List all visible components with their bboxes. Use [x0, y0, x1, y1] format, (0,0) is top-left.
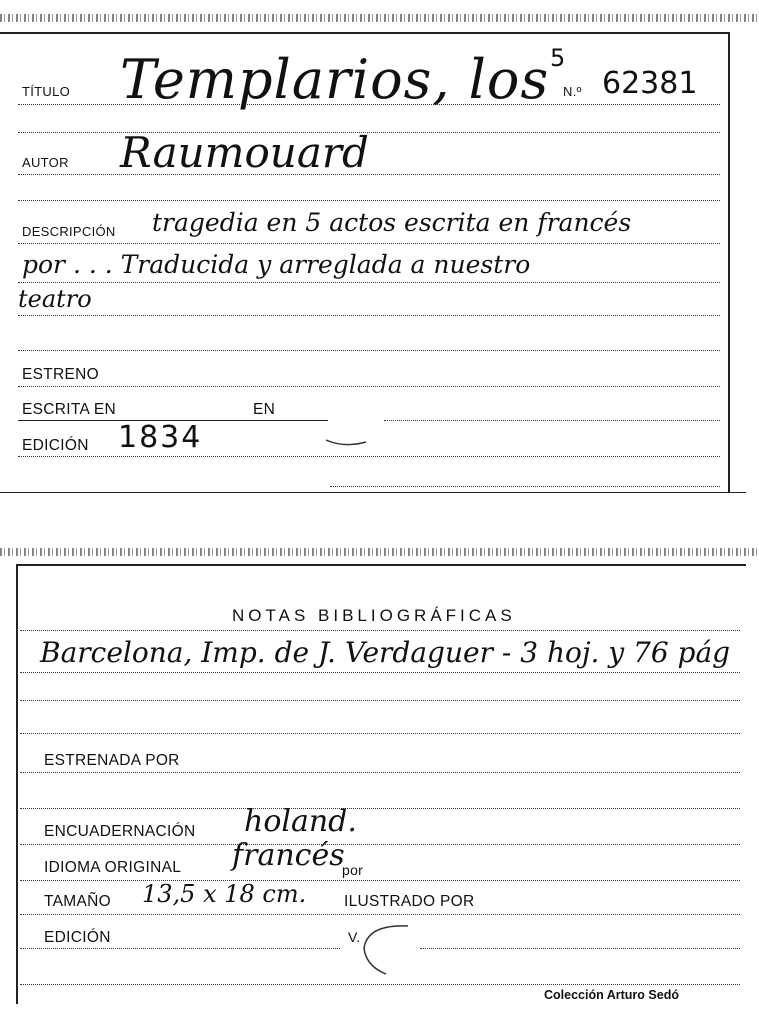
ruled-line — [20, 948, 340, 949]
tamano-label: TAMAÑO — [44, 893, 111, 910]
v-label: V. — [348, 929, 361, 945]
numero-label: N.º — [563, 84, 582, 99]
ruled-line — [20, 844, 740, 845]
footer-collection: Colección Arturo Sedó — [544, 988, 679, 1002]
ruled-line — [420, 948, 740, 949]
notas-value: Barcelona, Imp. de J. Verdaguer - 3 hoj. y 76 pág — [40, 636, 731, 669]
ruled-line — [20, 772, 740, 773]
ruled-line — [20, 808, 740, 809]
numero-value: 62381 — [602, 66, 698, 101]
edicion-label: EDICIÓN — [22, 437, 89, 454]
edicion-back-label: EDICIÓN — [44, 929, 111, 946]
ruled-line — [18, 243, 720, 244]
encuadernacion-value: holand. — [244, 804, 357, 839]
escrita-en-label: ESCRITA EN — [22, 401, 117, 418]
ruled-line — [18, 174, 720, 175]
ilustrado-label: ILUSTRADO POR — [344, 893, 475, 910]
notas-heading: NOTAS BIBLIOGRÁFICAS — [232, 606, 516, 625]
numero-extra: 5 — [550, 44, 566, 72]
ruled-line — [20, 984, 740, 985]
card-border — [728, 32, 730, 492]
ruled-line — [20, 733, 740, 734]
autor-value: Raumouard — [120, 128, 369, 177]
stamp-mark — [356, 918, 416, 976]
ruled-line — [20, 700, 740, 701]
card-border — [0, 492, 746, 493]
ruled-line — [18, 282, 720, 283]
encuadernacion-label: ENCUADERNACIÓN — [44, 823, 196, 840]
descripcion-line-2: por . . . Traducida y arreglada a nuestro — [22, 250, 531, 279]
estreno-label: ESTRENO — [22, 366, 100, 383]
descripcion-label: DESCRIPCIÓN — [22, 224, 116, 239]
ruled-line — [18, 456, 720, 457]
ruled-line — [18, 350, 720, 351]
card-border — [16, 564, 746, 566]
card-border — [0, 32, 730, 34]
card-front — [0, 0, 759, 495]
card-border — [16, 564, 18, 1004]
tamano-value: 13,5 x 18 cm. — [142, 880, 307, 908]
ruled-line — [20, 880, 740, 881]
ruled-line — [20, 630, 740, 631]
ruled-line — [18, 104, 720, 105]
stamp-mark — [322, 430, 372, 450]
ruled-line — [18, 315, 720, 316]
ruled-line — [18, 386, 720, 387]
estrenada-label: ESTRENADA POR — [44, 752, 180, 769]
ruled-line — [330, 486, 720, 487]
ruled-line — [384, 420, 720, 421]
card-back — [0, 540, 759, 1028]
card-torn-edge — [0, 14, 759, 22]
ruled-line — [18, 200, 720, 201]
titulo-value: Templarios, los — [120, 48, 550, 111]
autor-label: AUTOR — [22, 155, 69, 170]
card-torn-edge — [0, 548, 759, 556]
edicion-value: 1834 — [118, 420, 203, 455]
ruled-line — [20, 672, 740, 673]
descripcion-line-1: tragedia en 5 actos escrita en francés — [152, 208, 632, 237]
idioma-value: francés — [232, 838, 345, 873]
idioma-label: IDIOMA ORIGINAL — [44, 859, 182, 876]
por-label: por — [342, 862, 364, 878]
en-label: EN — [253, 401, 276, 418]
descripcion-line-3: teatro — [18, 285, 92, 313]
ruled-line — [20, 914, 740, 915]
titulo-label: TÍTULO — [22, 84, 71, 99]
